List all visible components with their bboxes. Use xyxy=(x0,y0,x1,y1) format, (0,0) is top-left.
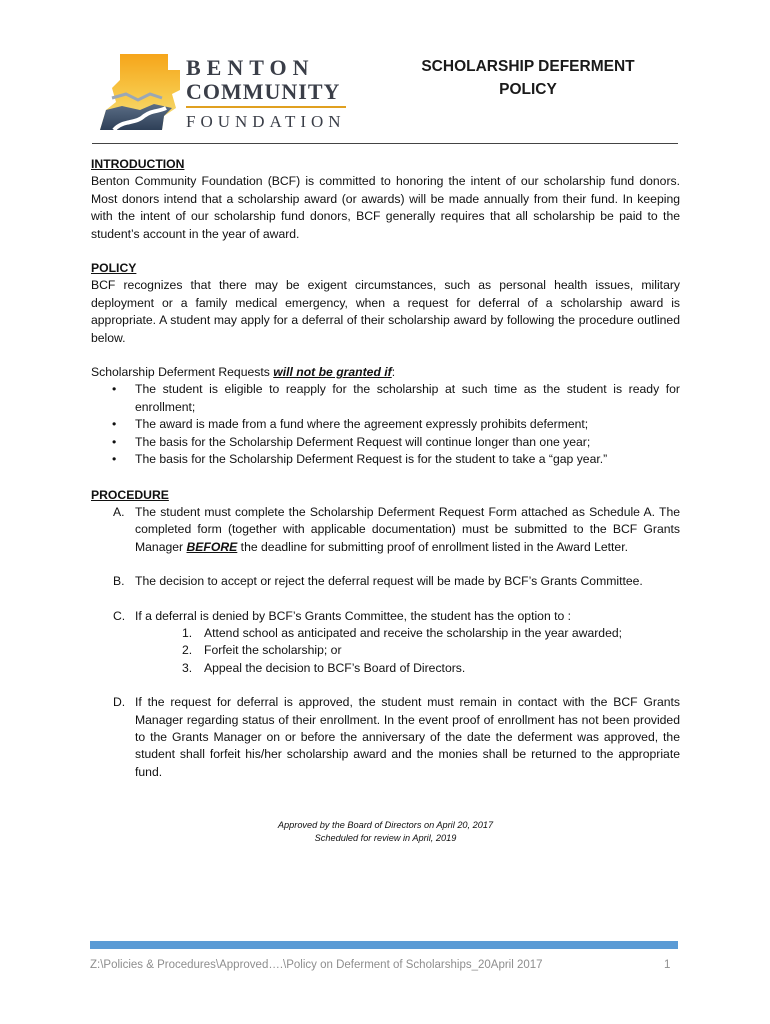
procedure-step-c xyxy=(91,608,680,625)
benton-community-foundation-logo xyxy=(92,50,362,136)
title-line-1: SCHOLARSHIP DEFERMENT xyxy=(421,58,635,75)
approval-note xyxy=(91,819,680,845)
option-number: 3. xyxy=(182,660,193,675)
header-divider xyxy=(92,143,678,144)
list-item: • The basis for the Scholarship Deferment Request will continue longer than one year; xyxy=(135,434,680,451)
denial-options-list xyxy=(91,625,680,677)
option-number: 1. xyxy=(182,625,193,640)
deferment-denial-list xyxy=(91,381,680,468)
title-line-2: POLICY xyxy=(499,81,557,98)
step-d-text: If the request for deferral is approved, the student must remain in contact with the BCF Grants Manager regarding status of their enrollment. In the event proof of enrollment has not been provided to the Grants Manager on or before the anniversary of the date the deferment was approved, the student shall forfeit his/her scholarship award and the monies shall be returned to the appropriate fund. xyxy=(135,695,680,779)
requests-emphasis: will not be granted if xyxy=(273,365,392,380)
list-item: • The award is made from a fund where the agreement expressly prohibits deferment; xyxy=(135,416,680,433)
policy-paragraph: BCF recognizes that there may be exigent circumstances, such as personal health issues, military deployment or a family medical emergency, when a request for deferral of a scholarship award is appropriate. A student may apply for a deferral of their scholarship award by following the procedure outlined below. xyxy=(91,278,680,345)
logo-line-community: COMMUNITY xyxy=(186,80,346,108)
step-letter: C. xyxy=(113,608,126,623)
step-a-emphasis: BEFORE xyxy=(186,539,238,554)
procedure-step-d xyxy=(91,694,680,781)
footer-file-path: Z:\Policies & Procedures\Approved….\Policy on Deferment of Scholarships_20April 2017 xyxy=(90,959,543,971)
list-item xyxy=(182,660,680,677)
policy-heading: POLICY xyxy=(91,261,137,276)
step-a-text-after: the deadline for submitting proof of enrollment listed in the Award Letter. xyxy=(237,539,628,554)
procedure-step-a xyxy=(91,504,680,556)
procedure-heading: PROCEDURE xyxy=(91,487,169,502)
step-letter: A. xyxy=(113,504,125,519)
option-text: Forfeit the scholarship; or xyxy=(204,643,342,658)
footer-accent-bar xyxy=(90,941,678,949)
requests-intro-text: Scholarship Deferment Requests xyxy=(91,365,274,380)
list-item xyxy=(182,642,680,659)
option-text: Appeal the decision to BCF’s Board of Directors. xyxy=(204,660,466,675)
step-letter: B. xyxy=(113,574,125,589)
requests-colon: : xyxy=(391,365,396,380)
step-c-text: If a deferral is denied by BCF’s Grants Committee, the student has the option to : xyxy=(135,608,572,623)
list-item xyxy=(182,625,680,642)
option-text: Attend school as anticipated and receive the scholarship in the year awarded; xyxy=(204,625,623,640)
footer-page-number: 1 xyxy=(664,959,671,971)
list-item: • The student is eligible to reapply for the scholarship at such time as the student is ready for enrollment; xyxy=(135,381,680,416)
logo-line-foundation: FOUNDATION xyxy=(186,112,346,131)
logo-line-benton: BENTON xyxy=(186,55,315,80)
document-title xyxy=(400,55,656,101)
step-letter: D. xyxy=(113,695,126,710)
deferment-requests-intro xyxy=(91,364,680,381)
approval-line-2: Scheduled for review in April, 2019 xyxy=(314,833,457,843)
introduction-paragraph: Benton Community Foundation (BCF) is committed to honoring the intent of our scholarship fund donors. Most donors intend that a scholarship award (or awards) will be made annually from their fund. In keeping with the intent of our scholarship fund donors, BCF generally requires that all scholarship be paid to the student’s account in the year of award. xyxy=(91,174,680,241)
procedure-step-b xyxy=(91,573,680,590)
approval-line-1: Approved by the Board of Directors on April 20, 2017 xyxy=(277,820,494,830)
list-item: • The basis for the Scholarship Deferment Request is for the student to take a “gap year.” xyxy=(135,451,680,468)
step-a-text-before: The student must complete the Scholarship Deferment Request Form attached as Schedule A. The completed form (together with applicable documentation) must be submitted to the BCF Grants Manager xyxy=(135,504,680,554)
logo-landscape-icon xyxy=(92,50,184,136)
introduction-heading: INTRODUCTION xyxy=(91,157,185,171)
option-number: 2. xyxy=(182,643,193,658)
document-body xyxy=(91,156,680,781)
step-b-text: The decision to accept or reject the deferral request will be made by BCF’s Grants Committee. xyxy=(135,574,643,589)
